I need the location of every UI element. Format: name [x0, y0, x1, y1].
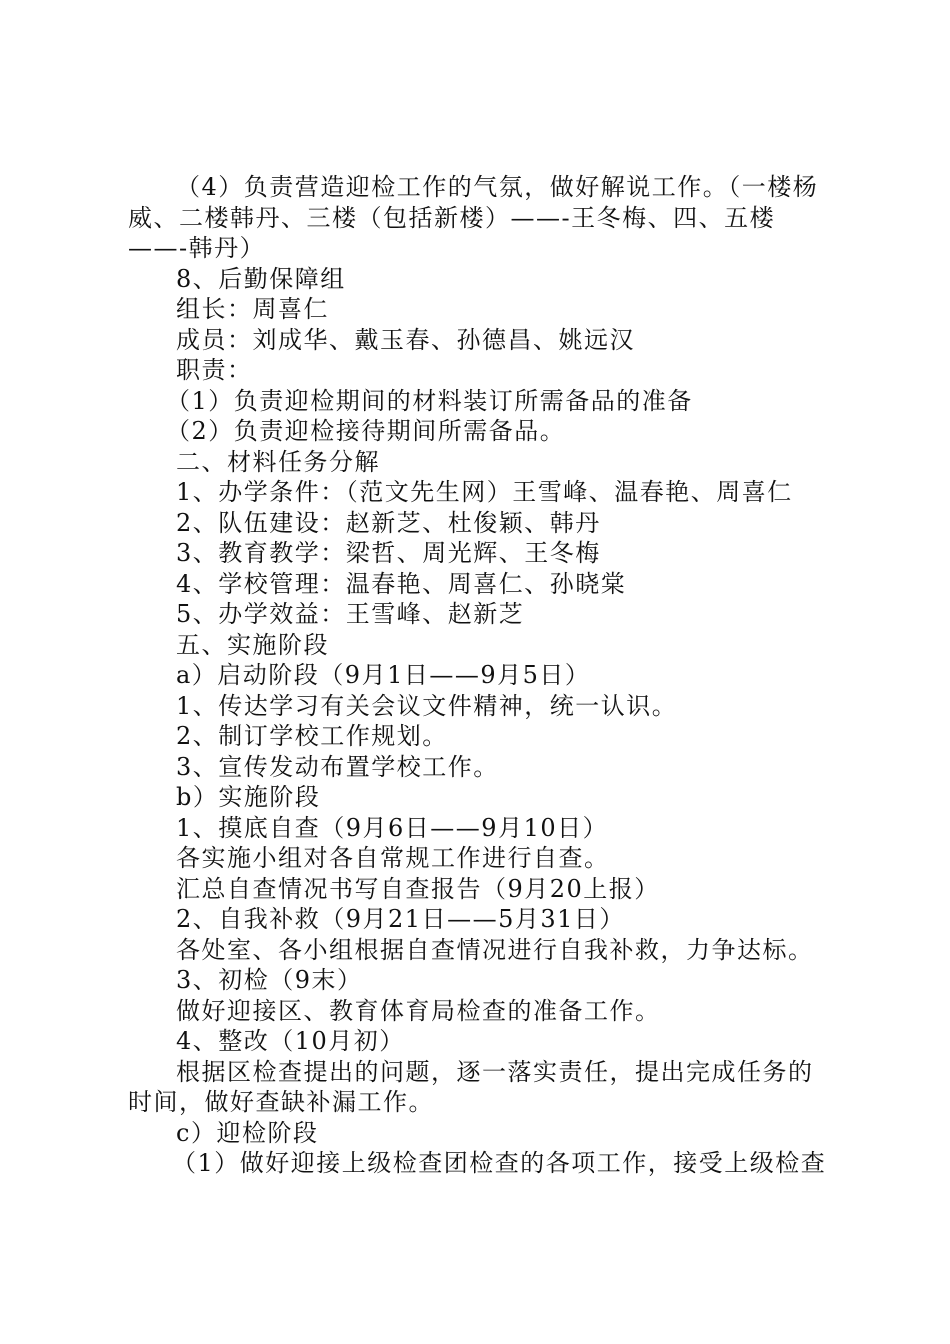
material-item-4: 4、学校管理：温春艳、周喜仁、孙晓棠	[176, 569, 627, 598]
section-heading-materials: 二、材料任务分解	[176, 447, 380, 476]
phase-b-step-3: 3、初检（9末）	[176, 966, 363, 994]
material-item-2: 2、队伍建设：赵新芝、杜俊颖、韩丹	[176, 508, 601, 537]
phase-a-item-3: 3、宣传发动布置学校工作。	[176, 752, 499, 781]
material-item-3: 3、教育教学：梁哲、周光辉、王冬梅	[176, 539, 601, 567]
group-leader: 组长：周喜仁	[176, 295, 329, 323]
duties-label: 职责：	[176, 356, 253, 384]
phase-b-step-2-detail: 各处室、各小组根据自查情况进行自我补救，力争达标。	[176, 935, 814, 964]
phase-b-step-2: 2、自我补救（9月21日——5月31日）	[176, 905, 625, 933]
phase-b-step-4-detail: 根据区检查提出的问题，逐一落实责任，提出完成任务的时间，做好查缺补漏工作。	[128, 1057, 814, 1116]
material-item-1: 1、办学条件：（范文先生网）王雪峰、温春艳、周喜仁	[176, 478, 793, 506]
phase-b-step-4: 4、整改（10月初）	[176, 1027, 405, 1055]
phase-b-heading: b）实施阶段	[176, 783, 321, 811]
document-body	[128, 172, 828, 1179]
phase-a-heading: a）启动阶段（9月1日——9月5日）	[176, 661, 591, 689]
phase-a-item-2: 2、制订学校工作规划。	[176, 722, 448, 750]
material-item-5: 5、办学效益：王雪峰、赵新芝	[176, 600, 525, 628]
group-members: 成员：刘成华、戴玉春、孙德昌、姚远汉	[176, 325, 635, 354]
phase-b-step-1-detail-2: 汇总自查情况书写自查报告（9月20上报）	[176, 874, 660, 903]
phase-b-step-1-detail-1: 各实施小组对各自常规工作进行自查。	[176, 844, 610, 872]
phase-b-step-1: 1、摸底自查（9月6日——9月10日）	[176, 813, 609, 842]
phase-c-heading: c）迎检阶段	[176, 1118, 319, 1147]
paragraph-duty-4: （4）负责营造迎检工作的气氛，做好解说工作。（一楼杨威、二楼韩丹、三楼（包括新楼）——-王冬梅、四、五楼——-韩丹）	[128, 173, 819, 262]
duty-item-2: （2）负责迎检接待期间所需备品。	[166, 417, 566, 445]
phase-c-item-1: （1）做好迎接上级检查团检查的各项工作，接受上级检查	[172, 1149, 827, 1177]
phase-a-item-1: 1、传达学习有关会议文件精神，统一认识。	[176, 691, 678, 720]
phase-b-step-3-detail: 做好迎接区、教育体育局检查的准备工作。	[176, 996, 661, 1025]
duty-item-1: （1）负责迎检期间的材料装订所需备品的准备	[166, 386, 693, 415]
section-heading-phases: 五、实施阶段	[176, 630, 329, 659]
heading-logistics-group: 8、后勤保障组	[176, 264, 346, 293]
